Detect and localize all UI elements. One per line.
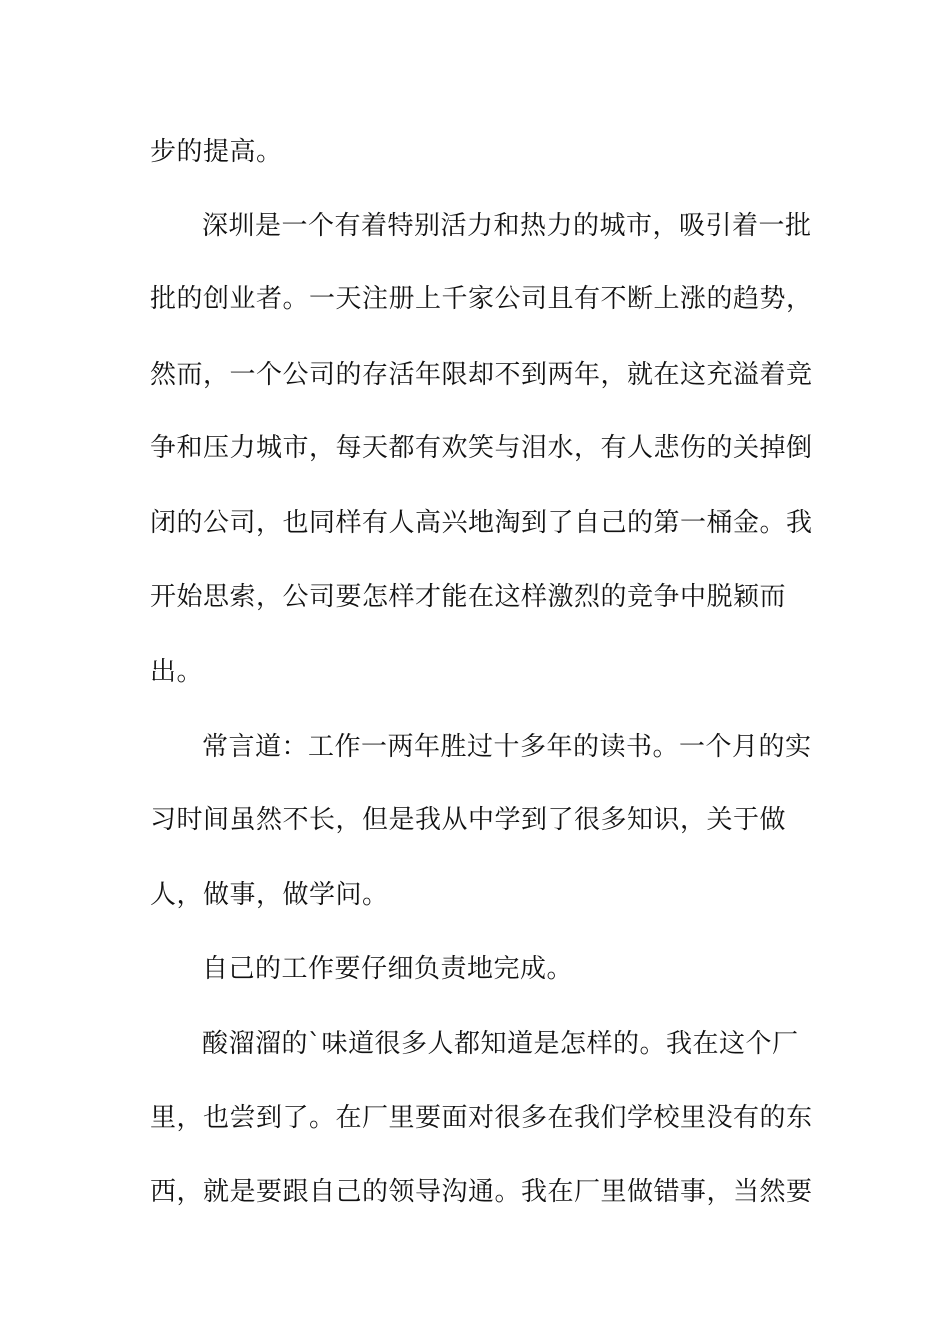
text-line: 步的提高。: [150, 137, 283, 167]
text-line: 批的创业者。一天注册上千家公司且有不断上涨的趋势，: [150, 284, 813, 314]
text-line: 西，就是要跟自己的领导沟通。我在厂里做错事，当然要: [150, 1177, 813, 1207]
text-line: 开始思索，公司要怎样才能在这样激烈的竞争中脱颖而: [150, 582, 787, 612]
text-line: 闭的公司，也同样有人高兴地淘到了自己的第一桶金。我: [150, 508, 813, 538]
paragraph-start-line: 酸溜溜的`味道很多人都知道是怎样的。我在这个厂: [202, 1029, 799, 1059]
paragraph-start-line: 深圳是一个有着特别活力和热力的城市，吸引着一批: [202, 211, 812, 241]
text-line: 出。: [150, 657, 204, 687]
text-line: 争和压力城市，每天都有欢笑与泪水，有人悲伤的关掉倒: [150, 433, 813, 463]
text-line: 习时间虽然不长，但是我从中学到了很多知识，关于做: [150, 805, 787, 835]
paragraph-start-line: 常言道：工作一两年胜过十多年的读书。一个月的实: [202, 732, 812, 762]
text-line: 然而，一个公司的存活年限却不到两年，就在这充溢着竞: [150, 360, 813, 390]
text-line: 人，做事，做学问。: [150, 880, 389, 910]
text-line: 里，也尝到了。在厂里要面对很多在我们学校里没有的东: [150, 1103, 813, 1133]
paragraph-start-line: 自己的工作要仔细负责地完成。: [202, 954, 574, 984]
